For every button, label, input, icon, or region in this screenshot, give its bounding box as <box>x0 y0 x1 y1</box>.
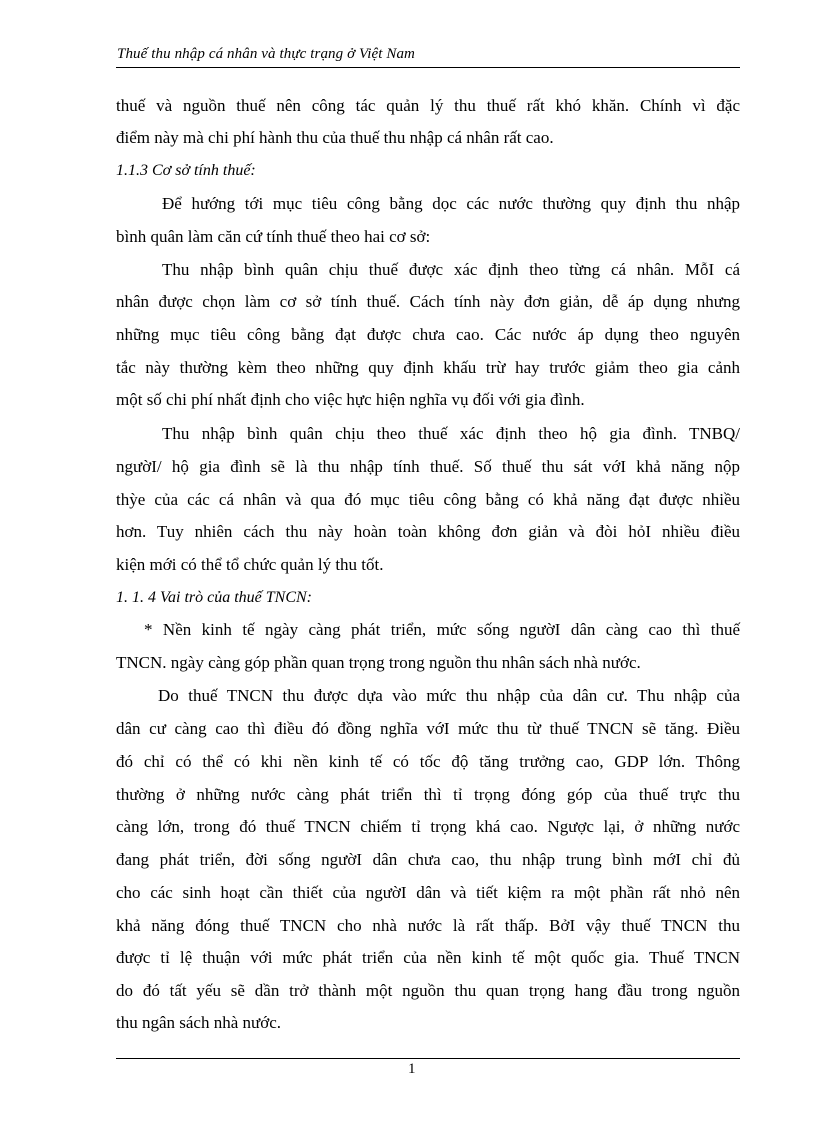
section-heading-1-1-3: 1.1.3 Cơ sở tính thuế: <box>116 162 256 179</box>
text-line: đó chỉ có thể có khi nền kinh tế có tốc độ tăng trưởng cao, GDP lớn. Thông <box>116 752 740 771</box>
text-line: thu ngân sách nhà nước. <box>116 1013 282 1032</box>
header-title: Thuế thu nhập cá nhân và thực trạng ở Việt Nam <box>117 46 415 62</box>
page-number: 1 <box>408 1061 416 1077</box>
text-line: cho các sinh hoạt cần thiết của ngườI dân và tiết kiệm ra một phần rất nhỏ nên <box>116 883 740 902</box>
text-line: một số chi phí nhất định cho việc hực hiện nghĩa vụ đối với gia đình. <box>116 390 585 409</box>
text-line: hơn. Tuy nhiên cách thu này hoàn toàn không đơn giản và đòi hỏI nhiều điều <box>116 522 740 541</box>
text-line: được tỉ lệ thuận với mức phát triển của nền kinh tế một quốc gia. Thuế TNCN <box>116 948 740 967</box>
text-line: ngườI/ hộ gia đình sẽ là thu nhập tính thuế. Số thuế thu sát vớI khả năng nộp <box>116 457 740 476</box>
text-line: Để hướng tới mục tiêu công bằng dọc các nước thường quy định thu nhập <box>162 194 740 213</box>
text-line: điểm này mà chi phí hành thu của thuế thu nhập cá nhân rất cao. <box>116 128 554 147</box>
text-line: TNCN. ngày càng góp phần quan trọng trong nguồn thu nhân sách nhà nước. <box>116 653 641 672</box>
text-line: Thu nhập bình quân chịu theo thuế xác định theo hộ gia đình. TNBQ/ <box>162 424 740 443</box>
text-line: dân cư càng cao thì điều đó đồng nghĩa vớI mức thu từ thuế TNCN sẽ tăng. Điều <box>116 719 740 738</box>
text-line: những mục tiêu công bằng đạt được chưa cao. Các nước áp dụng theo nguyên <box>116 325 740 344</box>
text-line: càng lớn, trong đó thuế TNCN chiếm tỉ trọng khá cao. Ngược lại, ở những nước <box>116 817 740 836</box>
text-line: kiện mới có thể tổ chức quản lý thu tốt. <box>116 555 384 574</box>
text-line: bình quân làm căn cứ tính thuế theo hai cơ sở: <box>116 227 431 246</box>
text-line: đang phát triển, đời sống ngườI dân chưa cao, thu nhập trung bình mớI chỉ đủ <box>116 850 740 869</box>
text-line: thường ở những nước càng phát triển thì tỉ trọng đóng góp của thuế trực thu <box>116 785 740 804</box>
footer-divider <box>116 1058 740 1059</box>
text-line: khả năng đóng thuế TNCN cho nhà nước là rất thấp. BởI vậy thuế TNCN thu <box>116 916 740 935</box>
text-line: do đó tất yếu sẽ dần trở thành một nguồn thu quan trọng hang đầu trong nguồn <box>116 981 740 1000</box>
text-line: Do thuế TNCN thu được dựa vào mức thu nhập của dân cư. Thu nhập của <box>158 686 740 705</box>
text-line: tắc này thường kèm theo những quy định khấu trừ hay trước giảm theo gia cảnh <box>116 358 740 377</box>
text-line: nhân được chọn làm cơ sở tính thuế. Cách tính này đơn giản, dễ áp dụng nhưng <box>116 292 740 311</box>
text-line: thuế và nguồn thuế nên công tác quản lý thu thuế rất khó khăn. Chính vì đặc <box>116 96 740 115</box>
text-line: * Nền kinh tế ngày càng phát triển, mức sống ngườI dân càng cao thì thuế <box>144 620 740 639</box>
text-line: Thu nhập bình quân chịu thuế được xác định theo từng cá nhân. MỗI cá <box>162 260 740 279</box>
text-line: thỳe của các cá nhân và qua đó mục tiêu công bằng có khả năng đạt được nhiều <box>116 490 740 509</box>
header-divider <box>116 67 740 68</box>
section-heading-1-1-4: 1. 1. 4 Vai trò của thuế TNCN: <box>116 589 313 606</box>
